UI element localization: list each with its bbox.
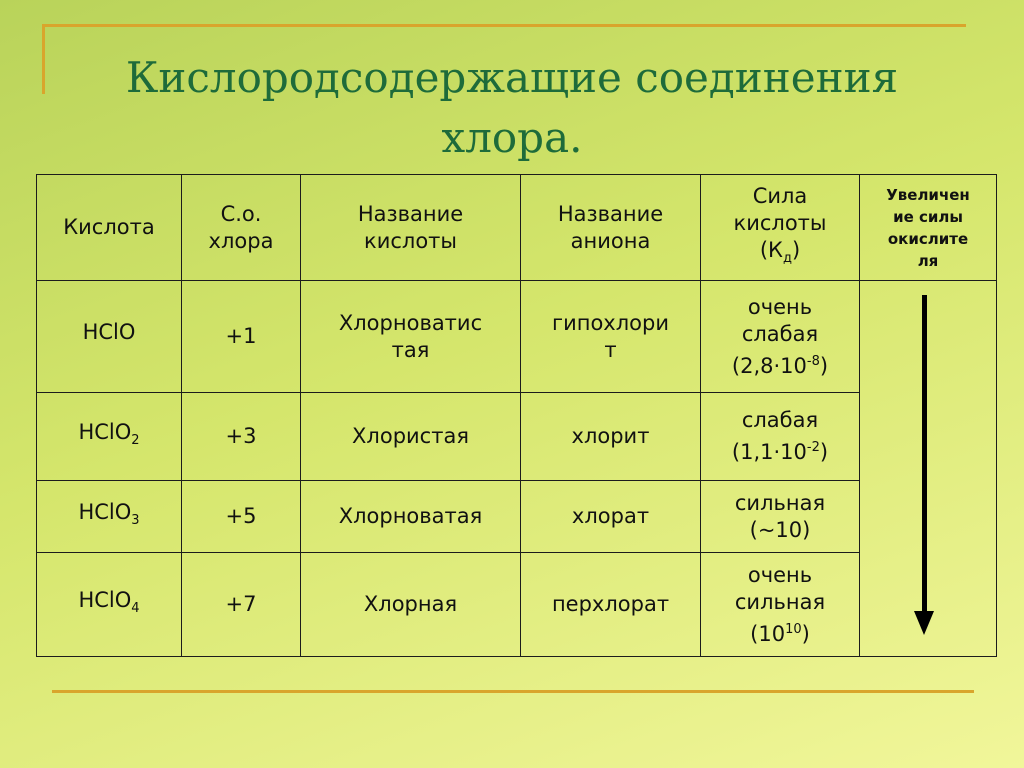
table-row bbox=[37, 481, 997, 553]
table-row bbox=[37, 281, 997, 393]
anion-name: гипохлори т bbox=[521, 281, 701, 393]
header-acid-name: Название кислоты bbox=[301, 175, 521, 281]
acid-strength: очень сильная $(10^{10})$ bbox=[701, 553, 860, 657]
oxidation-state: +1 bbox=[182, 281, 301, 393]
acid-formula: HClO$_2$ bbox=[37, 393, 182, 481]
oxidation-state: +5 bbox=[182, 481, 301, 553]
slide-title-line2: хлора. bbox=[441, 113, 583, 162]
top-decorative-line bbox=[42, 24, 966, 27]
anion-name: перхлорат bbox=[521, 553, 701, 657]
header-anion-name: Название аниона bbox=[521, 175, 701, 281]
table-header-row bbox=[37, 175, 997, 281]
oxidation-state: +7 bbox=[182, 553, 301, 657]
acid-name: Хлористая bbox=[301, 393, 521, 481]
chlorine-acids-table bbox=[36, 174, 997, 657]
header-acid-strength: Сила кислоты $(К_д)$ bbox=[701, 175, 860, 281]
acid-strength: сильная (~10) bbox=[701, 481, 860, 553]
oxidizing-power-cell bbox=[860, 281, 997, 657]
bottom-decorative-line bbox=[52, 690, 974, 693]
slide-title bbox=[40, 48, 984, 168]
header-oxidizing-power: Увеличен ие силы окислите ля bbox=[860, 175, 997, 281]
header-acid: Кислота bbox=[37, 175, 182, 281]
slide-title-line1: Кислородсодержащие соединения bbox=[125, 53, 899, 102]
table-row bbox=[37, 553, 997, 657]
acid-strength: слабая $(1,1\cdot 10^{-2})$ bbox=[701, 393, 860, 481]
acid-formula: HClO$_4$ bbox=[37, 553, 182, 657]
anion-name: хлорит bbox=[521, 393, 701, 481]
acid-strength: очень слабая $(2,8\cdot 10^{-8})$ bbox=[701, 281, 860, 393]
table-row bbox=[37, 393, 997, 481]
acid-formula: HClO bbox=[37, 281, 182, 393]
anion-name: хлорат bbox=[521, 481, 701, 553]
acid-formula: HClO$_3$ bbox=[37, 481, 182, 553]
header-oxidation-state: С.о. хлора bbox=[182, 175, 301, 281]
oxidation-state: +3 bbox=[182, 393, 301, 481]
acid-name: Хлорная bbox=[301, 553, 521, 657]
acid-name: Хлорноватис тая bbox=[301, 281, 521, 393]
acid-name: Хлорноватая bbox=[301, 481, 521, 553]
